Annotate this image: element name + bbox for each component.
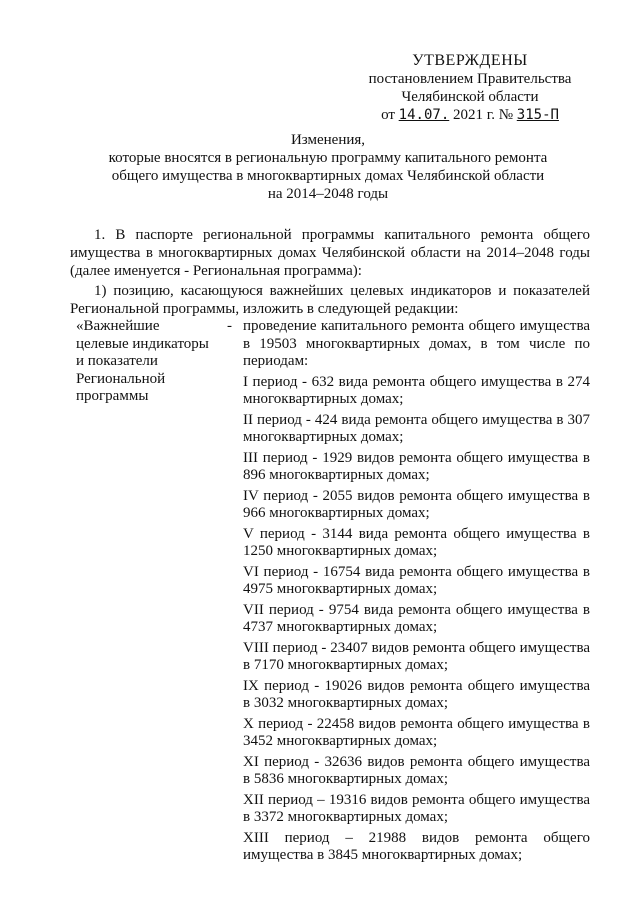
intro-text: проведение капитального ремонта общего имущества в 19503 многоквартирных домах, в том числе по периодам: (243, 318, 590, 369)
title-line-3: общего имущества в многоквартирных домах Челябинской области (111, 168, 545, 184)
date-prefix: от (381, 107, 395, 123)
paragraph-2 (70, 282, 590, 318)
number-value: 315-П (516, 107, 559, 123)
indicator-label (76, 318, 226, 406)
date-value: 14.07. (398, 107, 450, 123)
title-line-2: которые вносятся в региональную программу капитального ремонта (108, 150, 548, 166)
dash-separator: - (227, 318, 232, 334)
document-title (70, 131, 586, 203)
indicator-values (243, 318, 590, 868)
label-line: «Важнейшие (76, 318, 160, 334)
year-text: 2021 г. № (453, 107, 514, 123)
period-entry: V период - 3144 вида ремонта общего имущества в 1250 многоквартирных домах; (243, 525, 590, 559)
period-entry: VII период - 9754 вида ремонта общего имущества в 4737 многоквартирных домах; (243, 601, 590, 635)
label-line: Региональной (76, 370, 166, 387)
period-entry: XIII период – 21988 видов ремонта общего имущества в 3845 многоквартирных домах; (243, 829, 590, 863)
period-entry: VIII период - 23407 видов ремонта общего имущества в 7170 многоквартирных домах; (243, 639, 590, 673)
paragraph-1 (70, 226, 590, 280)
approval-line-2: Челябинской области (401, 89, 539, 105)
period-entry: XII период – 19316 видов ремонта общего имущества в 3372 многоквартирных домах; (243, 791, 590, 825)
approval-date-line (360, 106, 580, 124)
approval-line-1: постановлением Правительства (368, 71, 572, 87)
period-entry: IV период - 2055 видов ремонта общего имущества в 966 многоквартирных домах; (243, 487, 590, 521)
period-entry: X период - 22458 видов ремонта общего имущества в 3452 многоквартирных домах; (243, 715, 590, 749)
title-line-1: Изменения, (290, 132, 366, 148)
paragraph-2-text: 1) позицию, касающуюся важнейших целевых индикаторов и показателей Региональной программы, изложить в следующей редакции: (70, 283, 590, 317)
label-line: программы (76, 388, 149, 404)
paragraph-1-text: 1. В паспорте региональной программы капитального ремонта общего имущества в многоквартирных домах Челябинской области на 2014–2048 годы (далее именуется - Региональная программа): (70, 227, 590, 279)
period-entry: IX период - 19026 видов ремонта общего имущества в 3032 многоквартирных домах; (243, 677, 590, 711)
label-line: целевые индикаторы (76, 335, 209, 352)
period-entry: III период - 1929 видов ремонта общего имущества в 896 многоквартирных домах; (243, 449, 590, 483)
period-entry: VI период - 16754 вида ремонта общего имущества в 4975 многоквартирных домах; (243, 563, 590, 597)
title-line-4: на 2014–2048 годы (267, 186, 389, 202)
label-line: и показатели (76, 353, 158, 369)
period-entry: II период - 424 вида ремонта общего имущества в 307 многоквартирных домах; (243, 411, 590, 445)
approval-stamp (360, 52, 580, 124)
period-entry: XI период - 32636 видов ремонта общего имущества в 5836 многоквартирных домах; (243, 753, 590, 787)
approval-title: УТВЕРЖДЕНЫ (412, 52, 528, 69)
period-entry: I период - 632 вида ремонта общего имущества в 274 многоквартирных домах; (243, 373, 590, 407)
